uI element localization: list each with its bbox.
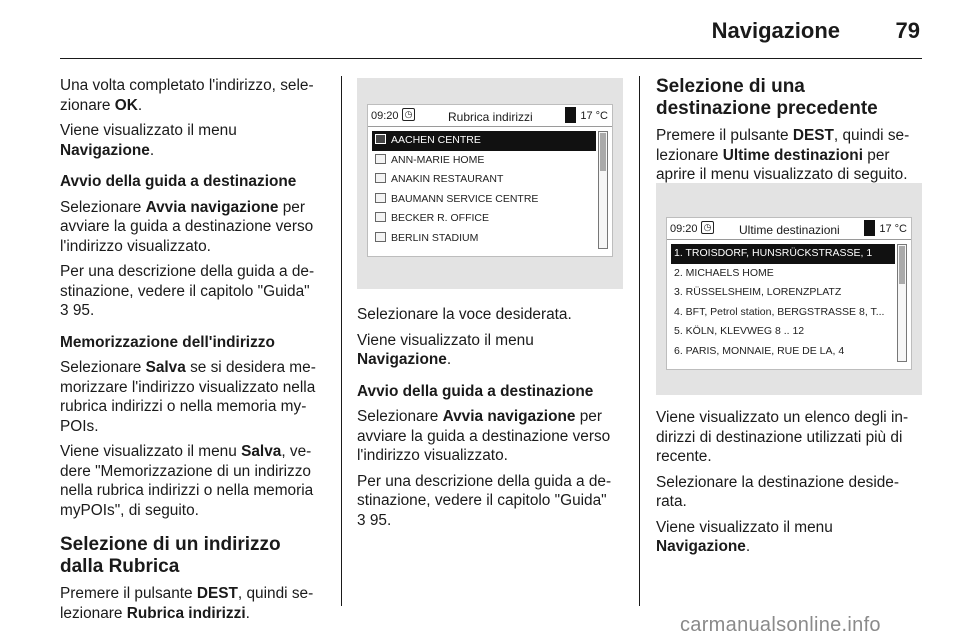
scrollbar[interactable] xyxy=(598,131,608,249)
paragraph: Selezionare la voce desiderata. xyxy=(357,306,572,323)
paragraph: Viene visualizzato il menu Navigazione. xyxy=(357,331,534,368)
paragraph: Viene visualizzato il menu Salva, ve-dere "Memorizzazione di un indirizzo nella rubrica indirizzi o nella memoria myPOIs", di seguito. xyxy=(60,443,314,519)
clock-icon: ◷ xyxy=(402,108,415,121)
paragraph: Viene visualizzato il menu Navigazione. xyxy=(60,122,237,159)
paragraph: Premere il pulsante DEST, quindi se-lezionare Ultime destinazioni per aprire il menu visualizzato di seguito. xyxy=(656,127,910,183)
list-item[interactable]: ANN-MARIE HOME xyxy=(372,151,596,171)
subheading: Memorizzazione dell'indirizzo xyxy=(60,333,275,351)
cross-reference-arrow-icon: 3 xyxy=(60,302,69,319)
temperature: 17 °C xyxy=(879,223,907,235)
list-item[interactable]: 6. PARIS, MONNAIE, RUE DE LA, 4 xyxy=(674,344,845,357)
section-heading: Selezione di una destinazione precedente xyxy=(656,76,878,119)
page-header xyxy=(0,0,960,62)
signal-icon xyxy=(565,107,576,123)
column-3-continued xyxy=(656,408,922,563)
paragraph: Selezionare Avvia navigazione per avviare la guida a destinazione verso l'indirizzo visualizzato. xyxy=(357,408,611,464)
contact-icon xyxy=(375,154,386,164)
paragraph: Selezionare Avvia navigazione per avviare la guida a destinazione verso l'indirizzo visualizzato. xyxy=(60,198,314,255)
clock-time: 09:20 xyxy=(670,223,698,235)
list-item[interactable]: BERLIN STADIUM xyxy=(372,229,596,249)
paragraph: Selezionare la destinazione deside-rata. xyxy=(656,473,899,510)
paragraph: Selezionare Salva se si desidera me-morizzare l'indirizzo visualizzato nella rubrica indirizzi o nella memoria my-POIs. xyxy=(60,359,316,435)
column-1 xyxy=(60,76,324,629)
clock-icon: ◷ xyxy=(701,221,714,234)
temperature: 17 °C xyxy=(580,110,608,122)
address-list xyxy=(372,131,596,249)
subheading: Avvio della guida a destinazione xyxy=(60,173,297,190)
screen-title: Ultime destinazioni xyxy=(739,223,840,237)
list-item[interactable]: BECKER R. OFFICE xyxy=(372,209,596,229)
section-heading: Selezione di un indirizzo dalla Rubrica xyxy=(60,534,281,577)
paragraph: Premere il pulsante DEST, quindi se-lezionare Rubrica indirizzi. xyxy=(60,585,314,622)
paragraph: Viene visualizzato un elenco degli in-dirizzi di destinazione utilizzati più di recente. xyxy=(656,409,909,465)
column-divider-1 xyxy=(341,76,342,606)
signal-icon xyxy=(864,220,875,236)
page-number: 79 xyxy=(895,18,920,43)
paragraph: Una volta completato l'indirizzo, sele-zionare OK. xyxy=(60,77,314,114)
paragraph: Per una descrizione della guida a de-stinazione, vedere il capitolo "Guida" 3 95. xyxy=(60,263,315,319)
display-screen xyxy=(367,104,613,257)
contact-icon xyxy=(375,173,386,183)
screen-title: Rubrica indirizzi xyxy=(448,110,533,124)
list-item[interactable]: AACHEN CENTRE xyxy=(372,131,596,151)
section-title: Navigazione xyxy=(711,18,840,43)
list-item[interactable]: BAUMANN SERVICE CENTRE xyxy=(372,190,596,210)
list-item[interactable]: 3. RÜSSELSHEIM, LORENZPLATZ xyxy=(674,286,842,299)
scrollbar[interactable] xyxy=(897,244,907,362)
column-3 xyxy=(656,76,922,191)
screen-status-bar xyxy=(667,218,911,240)
contact-icon xyxy=(375,232,386,242)
watermark: carmanualsonline.info xyxy=(680,614,881,636)
screen-status-bar xyxy=(368,105,612,127)
contact-icon xyxy=(375,212,386,222)
column-2 xyxy=(357,305,623,536)
subheading: Avvio della guida a destinazione xyxy=(357,382,594,400)
list-item[interactable]: 2. MICHAELS HOME xyxy=(674,266,774,279)
list-item[interactable]: 1. TROISDORF, HUNSRÜCKSTRASSE, 1 xyxy=(671,244,895,264)
paragraph: Viene visualizzato il menu Navigazione. xyxy=(656,518,833,555)
list-item[interactable]: ANAKIN RESTAURANT xyxy=(372,170,596,190)
recent-destinations-screenshot xyxy=(656,183,922,395)
clock-time: 09:20 xyxy=(371,110,399,122)
scroll-thumb[interactable] xyxy=(600,133,606,171)
header-divider xyxy=(60,58,922,59)
contact-icon xyxy=(375,134,386,144)
list-item[interactable]: 4. BFT, Petrol station, BERGSTRASSE 8, T... xyxy=(674,305,885,318)
address-book-screenshot xyxy=(357,78,623,289)
list-item[interactable]: 5. KÖLN, KLEVWEG 8 .. 12 xyxy=(674,325,805,338)
scroll-thumb[interactable] xyxy=(899,246,905,284)
contact-icon xyxy=(375,193,386,203)
display-screen xyxy=(666,217,912,370)
paragraph: Per una descrizione della guida a de-stinazione, vedere il capitolo "Guida" 3 95. xyxy=(357,472,612,529)
column-divider-2 xyxy=(639,76,640,606)
destination-list xyxy=(671,244,895,362)
cross-reference-arrow-icon: 3 xyxy=(357,511,366,529)
